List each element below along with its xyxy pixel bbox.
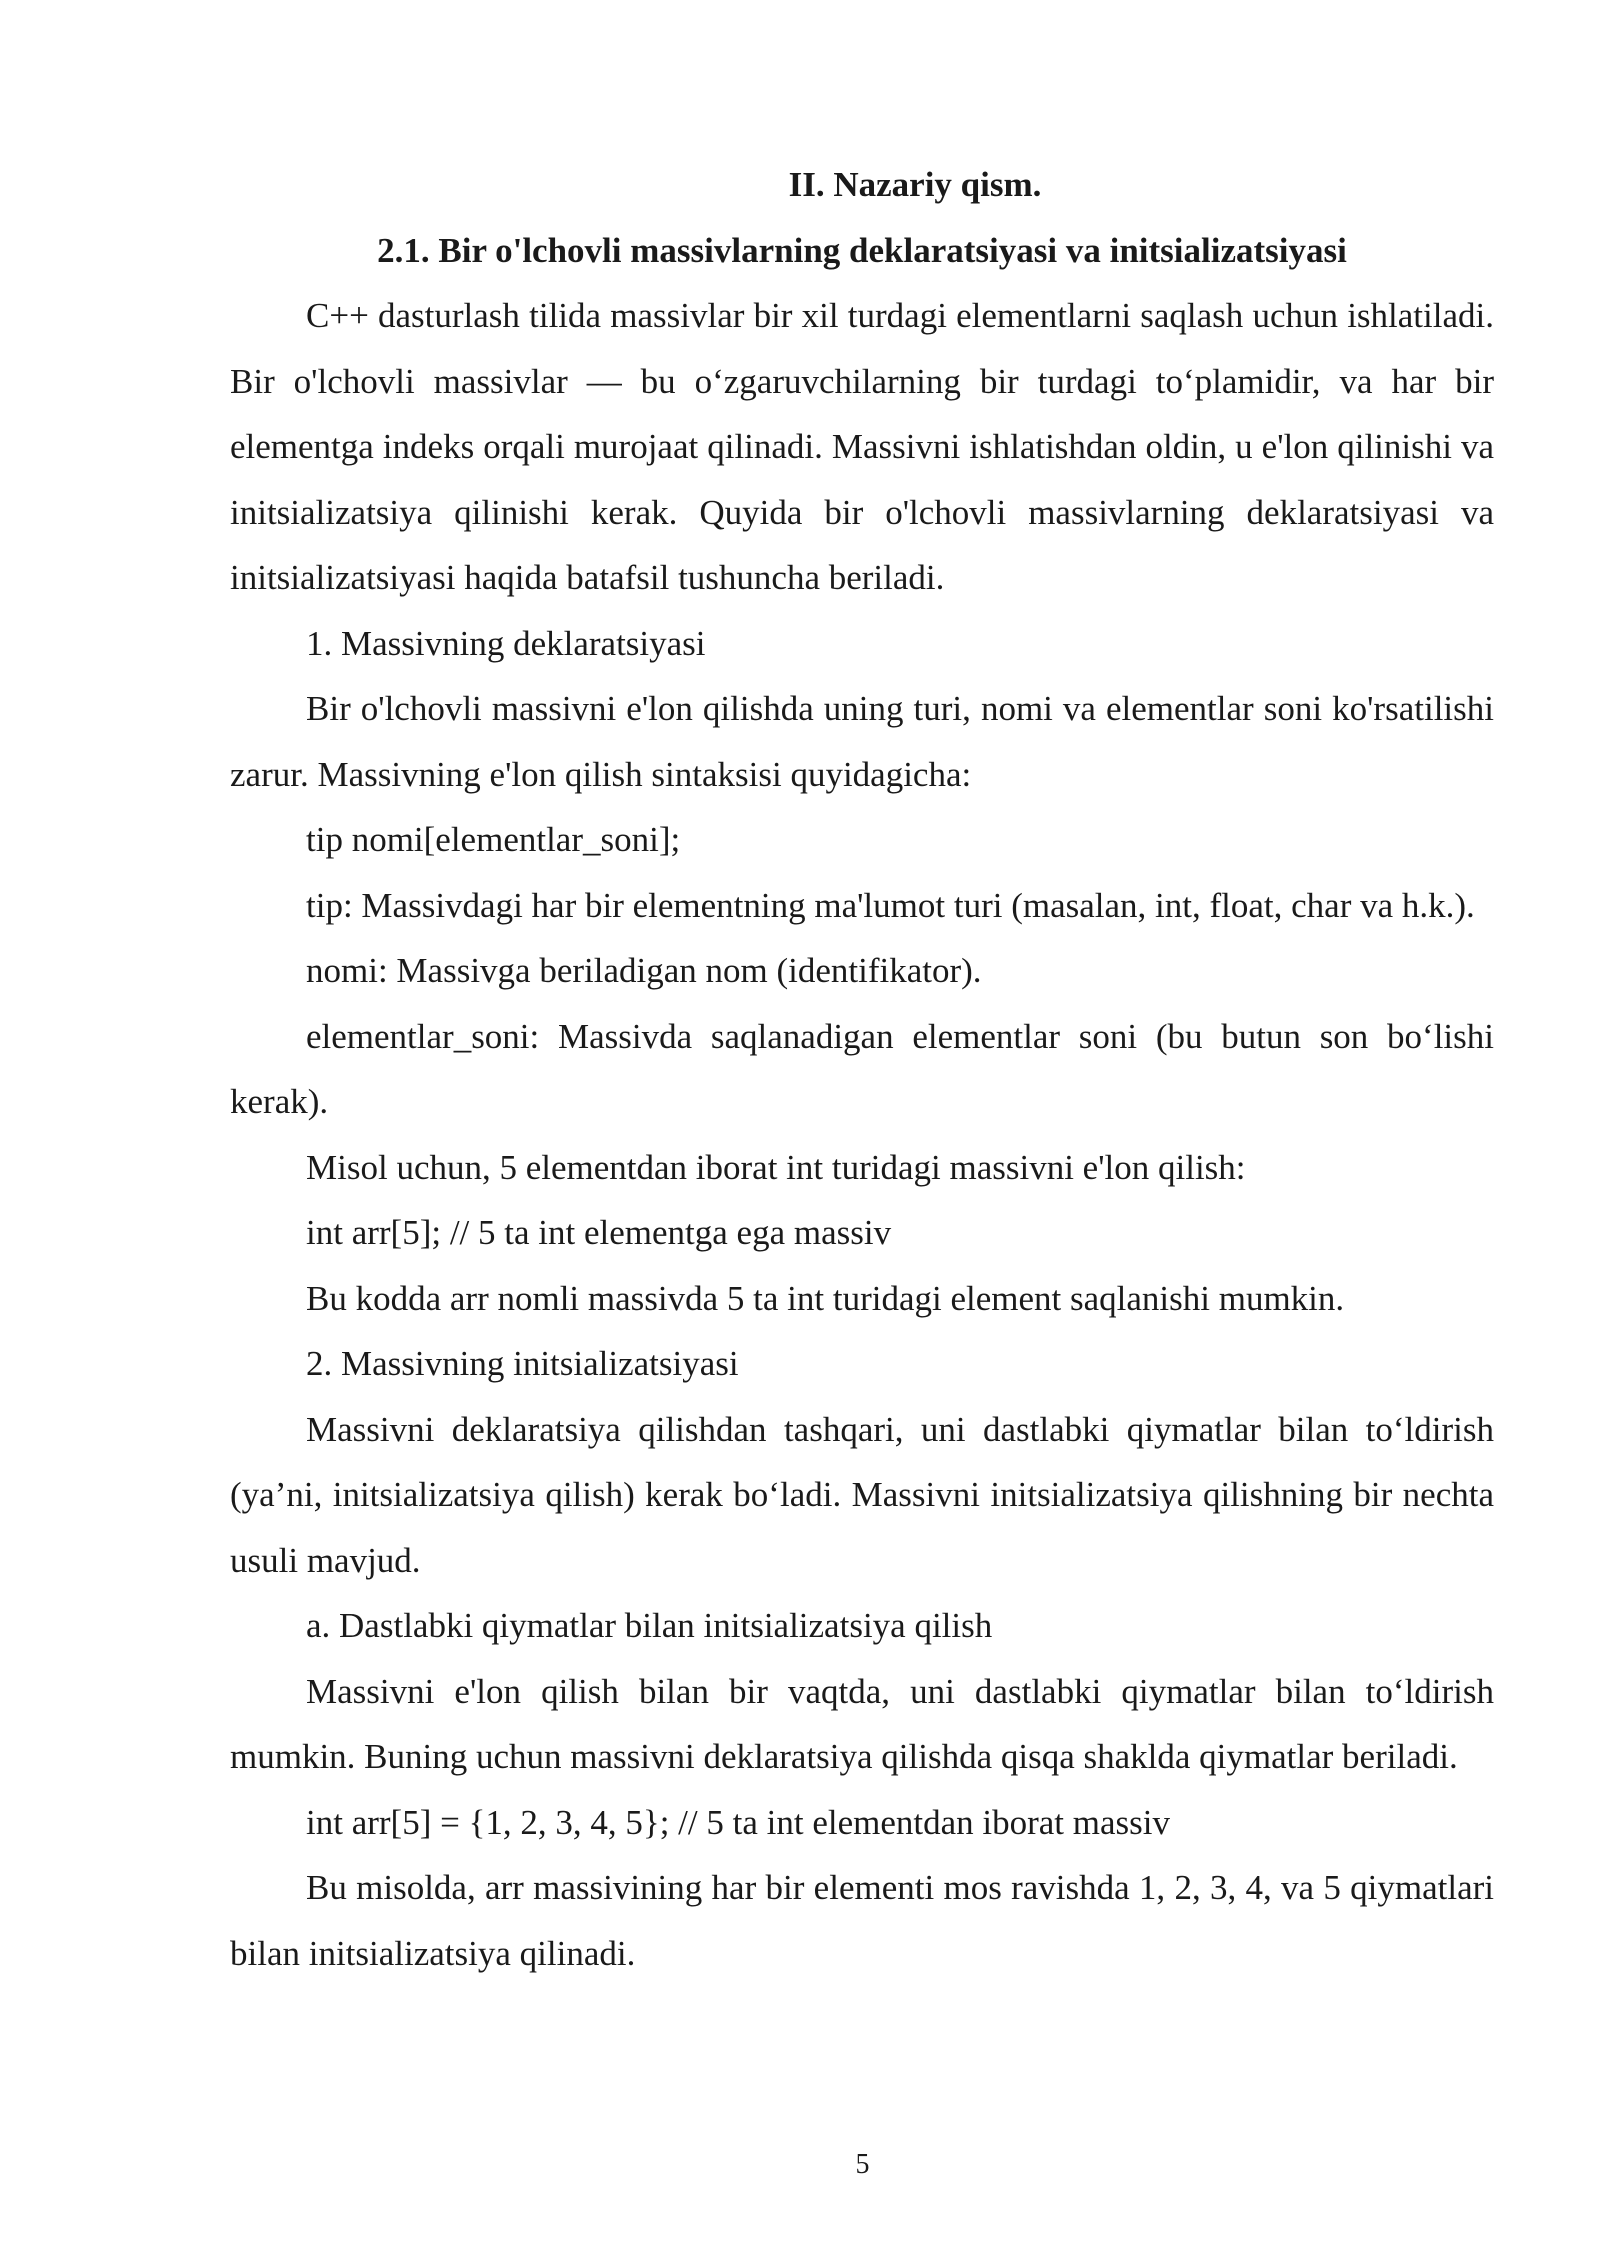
code-example-2: int arr[5] = {1, 2, 3, 4, 5}; // 5 ta int elementdan iborat massiv: [306, 1802, 1170, 1842]
intro-paragraph: C++ dasturlash tilida massivlar bir xil turdagi elementlarni saqlash uchun ishlatiladi. Bir o'lchovli massivlar — bu o‘zgaruvchilarning bir turdagi to‘plamidir, va har bir elementga indeks orqali murojaat qilinadi. Massivni ishlatishdan oldin, u e'lon qilinishi va initsializatsiya qilinishi kerak. Quyida bir o'lchovli massivlarning deklaratsiyasi va initsializatsiyasi haqida batafsil tushuncha beriladi.: [230, 296, 1494, 597]
count-description: elementlar_soni: Massivda saqlanadigan elementlar soni (bu butun son bo‘lishi kerak).: [230, 1016, 1494, 1121]
declaration-paragraph: Bir o'lchovli massivni e'lon qilishda uning turi, nomi va elementlar soni ko'rsatilishi zarur. Massivning e'lon qilish sintaksisi quyidagicha:: [230, 689, 1494, 794]
heading-initial-values: a. Dastlabki qiymatlar bilan initsializatsiya qilish: [306, 1606, 993, 1645]
code-example-1-description: Bu kodda arr nomli massivda 5 ta int turidagi element saqlanishi mumkin.: [306, 1278, 1345, 1318]
syntax-line: tip nomi[elementlar_soni];: [306, 820, 681, 859]
heading-initialization: 2. Massivning initsializatsiyasi: [306, 1344, 739, 1383]
subsection-title: 2.1. Bir o'lchovli massivlarning deklaratsiyasi va initsializatsiyasi: [377, 230, 1347, 270]
tip-description: tip: Massivdagi har bir elementning ma'lumot turi (masalan, int, float, char va h.k.).: [306, 885, 1475, 925]
nomi-description: nomi: Massivga beriladigan nom (identifikator).: [306, 951, 982, 990]
document-page: [230, 152, 1494, 1986]
code-example-2-description: Bu misolda, arr massivining har bir elementi mos ravishda 1, 2, 3, 4, va 5 qiymatlari bilan initsializatsiya qilinadi.: [230, 1868, 1494, 1973]
initialization-paragraph: Massivni deklaratsiya qilishdan tashqari, uni dastlabki qiymatlar bilan to‘ldirish (ya’ni, initsializatsiya qilish) kerak bo‘ladi. Massivni initsializatsiya qilishning bir nechta usuli mavjud.: [230, 1409, 1494, 1580]
code-example-1: int arr[5]; // 5 ta int elementga ega massiv: [306, 1213, 892, 1252]
heading-declaration: 1. Massivning deklaratsiyasi: [306, 623, 706, 663]
initial-values-paragraph: Massivni e'lon qilish bilan bir vaqtda, uni dastlabki qiymatlar bilan to‘ldirish mumkin. Buning uchun massivni deklaratsiya qilishda qisqa shaklda qiymatlar beriladi.: [230, 1671, 1494, 1776]
example-intro: Misol uchun, 5 elementdan iborat int turidagi massivni e'lon qilish:: [306, 1147, 1246, 1187]
section-title: II. Nazariy qism.: [788, 165, 1042, 204]
page-number: 5: [855, 2149, 870, 2180]
